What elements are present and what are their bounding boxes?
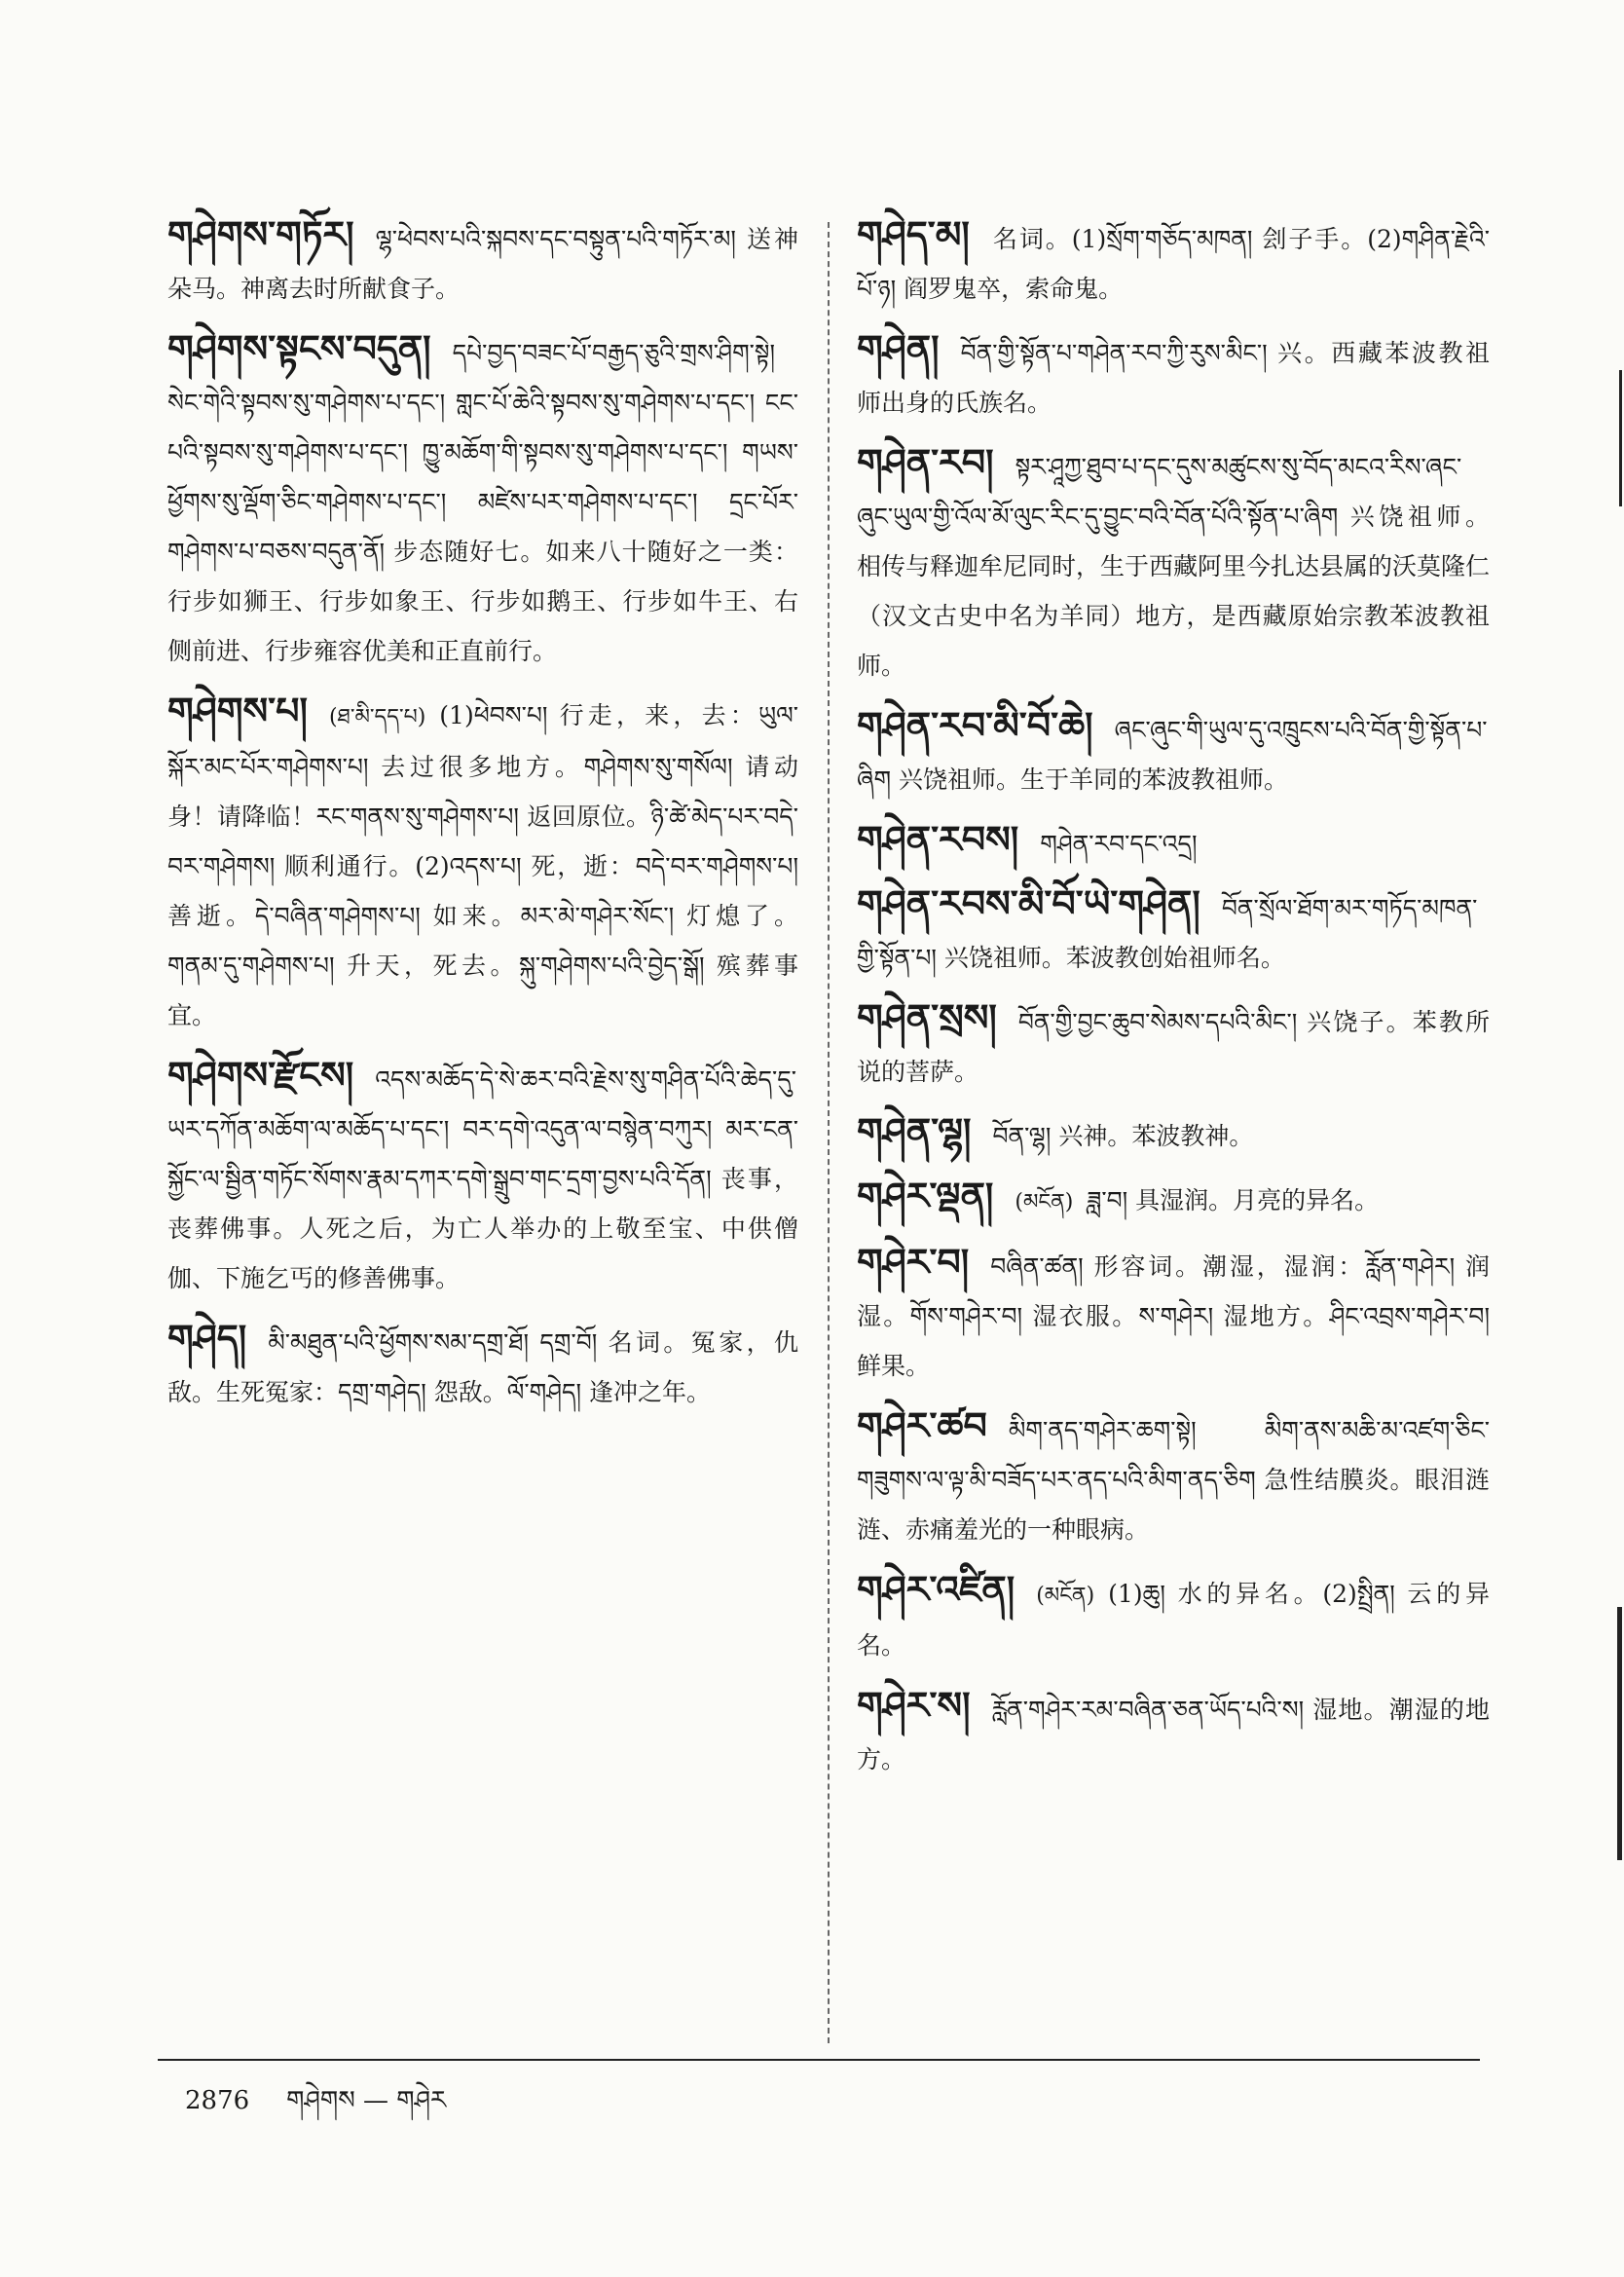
dictionary-entry [857,814,1490,869]
dictionary-entry [167,1313,798,1417]
headword: གཤེན་ལྷ། [857,1109,972,1153]
headword: གཤེན། [857,326,940,370]
definition: (1)ཆུ། 水的异名。(2)སྤྲིན། 云的异名。 [857,1580,1490,1660]
dictionary-entry [857,323,1490,428]
column-divider [828,222,830,2043]
definition: དཔེ་བྱད་བཟང་པོ་བརྒྱད་ཅུའི་གྲས་ཤིག་སྟེ། སེང་གེའི་སྟབས་སུ་གཤེགས་པ་དང་། གླང་པོ་ཆེའི་སྟབས་སུ་གཤེགས་པ་དང་། ངང་པའི་སྟབས་སུ་གཤེགས་པ་དང་། ཁྱུ་མཆོག་གི་སྟབས་སུ་གཤེགས་པ་དང་། གཡས་ཕྱོགས་སུ་ལྡོག་ཅིང་གཤེགས་པ་དང་། མཛེས་པར་གཤེགས་པ་དང་། དྲང་པོར་གཤེགས་པ་བཅས་བདུན་ནོ། 步态随好七。如来八十随好之一类：行步如狮王、行步如象王、行步如鹅王、行步如牛王、右侧前进、行步雍容优美和正直前行。 [167,339,798,665]
definition: ལྷ་ཕེབས་པའི་སྐབས་དང་བསྟུན་པའི་གཏོར་མ། 送神朵马。神离去时所献食子。 [167,225,798,303]
left-column [167,209,798,1427]
definition: 名词。(1)སྲོག་གཅོད་མཁན། 刽子手。(2)གཤིན་རྗེའི་པོ་ཉ། 阎罗鬼卒，索命鬼。 [857,225,1490,303]
dictionary-entry [857,1171,1490,1227]
definition: ཞང་ཞུང་གི་ཡུལ་དུ་འཁྲུངས་པའི་བོན་གྱི་སྟོན་པ་ཞིག 兴饶祖师。生于羊同的苯波教祖师。 [857,716,1488,794]
headword: གཤེན་རབ། [857,440,994,484]
page-number: 2876 [185,2086,250,2115]
definition: ཟླ་བ། 具湿润。月亮的异名。 [1087,1186,1380,1214]
dictionary-entry [857,878,1490,983]
headword: གཤེན་རབས་མི་བོ་ཡེ་གཤེན། [857,881,1200,925]
headword: གཤེད། [167,1316,247,1360]
headword: གཤེར་འཛིན། [857,1567,1015,1611]
definition: བོན་ལྷ། 兴神。苯波教神。 [992,1122,1254,1150]
scan-edge-mark [1617,1607,1622,1860]
headword: གཤེགས་རྫོངས། [167,1053,354,1097]
headword: གཤེགས་པ། [167,689,308,732]
headword: གཤེར་ལྡན། [857,1174,994,1217]
dictionary-entry [857,209,1490,314]
dictionary-entry [857,1564,1490,1670]
guide-words: གཤེགས — གཤེར [286,2086,447,2115]
headword: གཤེགས་སྟངས་བདུན། [167,326,431,370]
definition: (1)ཕེབས་པ། 行走，来，去：ཡུལ་སྐོར་མང་པོར་གཤེགས་པ། 去过很多地方。གཤེགས་སུ་གསོལ། 请动身！请降临！རང་གནས་སུ་གཤེགས་པ། 返回原位。ཉི་ཚེ་མེད་པར་བདེ་བར་གཤེགས། 顺利通行。(2)འདས་པ། 死，逝：བདེ་བར་གཤེགས་པ། 善逝。དེ་བཞིན་གཤེགས་པ། 如来。མར་མེ་གཤེར་སོང་། 灯熄了。གནམ་དུ་གཤེགས་པ། 升天，死去。སྐུ་གཤེགས་པའི་བྱེད་སྒོ། 殡葬事宜。 [167,701,798,1029]
headword: གཤེན་རབ་མི་བོ་ཆེ། [857,703,1093,747]
scan-edge-mark [1619,370,1622,506]
definition: བོན་གྱི་བྱང་ཆུབ་སེམས་དཔའི་མིང་། 兴饶子。苯教所说的菩萨。 [857,1008,1490,1086]
dictionary-entry [167,323,798,676]
dictionary-entry [857,1237,1490,1391]
headword: གཤེར་ཚབ [857,1403,987,1447]
dictionary-entry [167,1050,798,1303]
definition: རློན་གཤེར་རམ་བཞིན་ཅན་ཡོད་པའི་ས། 湿地。潮湿的地方。 [857,1696,1490,1773]
part-of-speech: (མངོན) [1036,1584,1095,1608]
definition: སྟར་ཤཱཀྱ་ཐུབ་པ་དང་དུས་མཚུངས་སུ་བོད་མངའ་རིས་ཞང་ཞུང་ཡུལ་གྱི་འོལ་མོ་ལུང་རིང་དུ་བྱུང་བའི་བོན་པོའི་སྟོན་པ་ཞིག 兴饶祖师。相传与释迦牟尼同时，生于西藏阿里今扎达县属的沃莫隆仁（汉文古史中名为羊同）地方，是西藏原始宗教苯波教祖师。 [857,453,1491,680]
definition: བོན་གྱི་སྟོན་པ་གཤེན་རབ་ཀྱི་རུས་མིང་། 兴。西藏苯波教祖师出身的氏族名。 [857,339,1490,417]
definition: བོན་སྲོལ་ཐོག་མར་གཏོད་མཁན་གྱི་སྟོན་པ། 兴饶祖师。苯波教创始祖师名。 [857,894,1478,972]
footer-rule [158,2059,1480,2061]
part-of-speech: (མངོན) [1015,1190,1074,1214]
definition: མི་མཐུན་པའི་ཕྱོགས་སམ་དགྲ་ཐོ། དགྲ་བོ། 名词。冤家，仇敌。生死冤家：དགྲ་གཤེད། 怨敌。ལོ་གཤེད། 逢冲之年。 [167,1328,798,1406]
page-footer [185,2072,446,2144]
dictionary-entry [857,992,1490,1097]
dictionary-entry [857,700,1490,804]
headword: གཤེན་རབས། [857,817,1019,861]
definition: འདས་མཆོད་དེ་སེ་ཆར་བའི་རྗེས་སུ་གཤིན་པོའི་ཆེད་དུ་ཡར་དཀོན་མཆོག་ལ་མཆོད་པ་དང་། བར་དགེ་འདུན་ལ་བསྙེན་བཀུར། མར་ངན་སྐྱོང་ལ་སྦྱིན་གཏོང་སོགས་རྣམ་དཀར་དགེ་སྒྲུབ་གང་དྲག་བྱས་པའི་དོན། 丧事，丧葬佛事。人死之后，为亡人举办的上敬至宝、中供僧伽、下施乞丐的修善佛事。 [167,1065,798,1292]
definition: གཤེན་རབ་དང་འདྲ། [1040,830,1198,858]
dictionary-entry [167,209,798,314]
headword: གཤེད་མ། [857,212,970,256]
headword: གཤེར་ས། [857,1683,971,1727]
dictionary-entry [167,686,798,1040]
part-of-speech: (ཐ་མི་དད་པ) [328,705,426,729]
headword: གཤེར་བ། [857,1240,970,1284]
headword: གཤེགས་གཏོར། [167,212,354,256]
dictionary-entry [857,1680,1490,1784]
dictionary-entry [857,1106,1490,1161]
definition: མིག་ནད་གཤེར་ཆག་སྟེ། མིག་ནས་མཆི་མ་འཛག་ཅིང་གཟུགས་ལ་ལྟ་མི་བཟོད་པར་ནད་པའི་མིག་ནད་ཅིག 急性结膜炎。眼泪涟涟、赤痛羞光的一种眼病。 [857,1416,1490,1544]
definition: བཞིན་ཚན། 形容词。潮湿，湿润：རློན་གཤེར། 润湿。གོས་གཤེར་བ། 湿衣服。ས་གཤེར། 湿地方。ཤིང་འབྲས་གཤེར་བ། 鲜果。 [857,1252,1490,1380]
dictionary-entry [857,437,1490,691]
headword: གཤེན་སྲས། [857,995,997,1039]
right-column [857,209,1490,1794]
dictionary-entry [857,1400,1490,1554]
